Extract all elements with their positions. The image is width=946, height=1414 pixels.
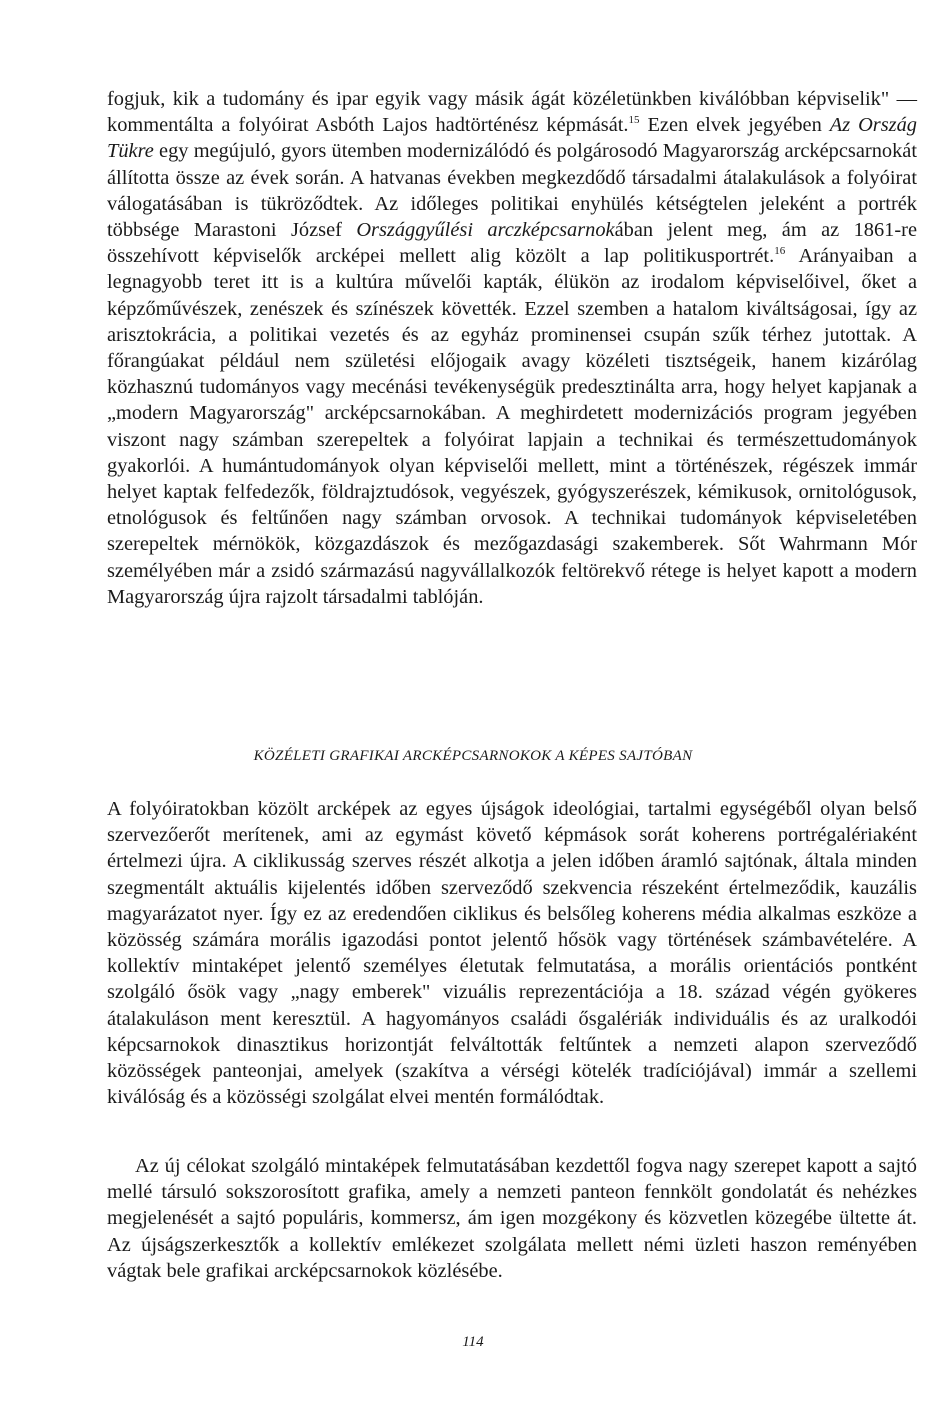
journal-title-italic: Az Ország Tükre	[107, 114, 917, 163]
gallery-title-italic: Országgyűlési arczképcsarnok	[356, 219, 615, 242]
body-paragraph-3	[107, 1153, 917, 1284]
page-number: 114	[462, 1334, 484, 1350]
paragraph-1-segment-3: egy megújuló, gyors ütemben modernizálódó és polgárosodó Magyarország arcképcsarnokát állította össze az évek során. A hatvanas években megkezdődő társadalmi átalakulások a folyóirat válogatásában is tükröződtek. Az időleges politikai enyhülés kétségtelen jeleként a portrék többsége Marastoni József	[107, 140, 917, 242]
body-paragraph-1	[107, 86, 917, 610]
footnote-ref-16: 16	[774, 245, 786, 258]
paragraph-1-segment-1: fogjuk, kik a tudomány és ipar egyik vagy másik ágát közéletünkben kiválóbban képviselik" — kommentálta a folyóirat Asbóth Lajos hadtörténész képmását.	[107, 88, 917, 137]
paragraph-3-text: Az új célokat szolgáló mintaképek felmutatásában kezdettől fogva nagy szerepet kapott a sajtó mellé társuló sokszorosított grafika, amely a nemzeti panteon fennkölt gondolatát és nehézkes megjelenését a sajtó populáris, kommersz, ám igen mozgékony és közvetlen közegébe ültette át. Az újságszerkesztők a kollektív emlékezet szolgálata mellett némi üzleti haszon reményében vágtak bele grafikai arcképcsarnokok közlésébe.	[107, 1155, 917, 1282]
paragraph-2-text: A folyóiratokban közölt arcképek az egyes újságok ideológiai, tartalmi egységéből olyan belső szervezőerőt merítenek, ami az egymást követő képmások sorát koherens portrégalériaként értelmezi újra. A ciklikusság szerves részét alkotja a jelen időben áramló sajtónak, általa minden szegmentált aktuális kijelentés időben szerveződő szekvencia részeként értelmeződik, kauzális magyarázatot nyer. Így ez az eredendően ciklikus és belsőleg koherens média alkalmas eszköze a közösség számára morális igazodási pontot jelentő hősök vagy történések számbavételére. A kollektív mintaképet jelentő személyes életutak felmutatása, a morális orientációs pontként szolgáló ősök vagy „nagy emberek" vizuális reprezentációja a 18. század végén gyökeres átalakuláson ment keresztül. A hagyományos családi ősgalériák individuális és az uralkodói képcsarnokok dinasztikus horizontját felváltották feltűntek a nemzeti alapon szerveződő közösségek panteonjai, amelyek (szakítva a vérségi kötelék tradíciójával) immár a szellemi kiválóság és a közösségi szolgálat elvei mentén formálódtak.	[107, 798, 917, 1109]
paragraph-1-text	[107, 86, 917, 610]
body-paragraph-2	[107, 796, 917, 1110]
paragraph-1-segment-4: ában jelent meg, ám az 1861-re összehívott képviselők arcképei mellett alig közölt a lap politikusportrét.	[107, 219, 917, 268]
footnote-ref-15: 15	[628, 114, 640, 127]
paragraph-1-segment-2: Ezen elvek jegyében	[639, 114, 830, 137]
section-heading: KÖZÉLETI GRAFIKAI ARCKÉPCSARNOKOK A KÉPES SAJTÓBAN	[253, 748, 693, 764]
paragraph-1-segment-5: Arányaiban a legnagyobb teret itt is a kultúra művelői kapták, élükön az irodalom képviselőivel, őket a képzőművészek, zenészek és színészek követték. Ezzel szemben a hatalom kiváltságosai, így az arisztokrácia, a politikai vezetés és az egyház prominensei csupán szűk térhez jutottak. A főrangúakat például nem születési előjogaik avagy közéleti tisztségeik, hanem kizárólag közhasznú tudományos vagy mecénási tevékenységük predesztinálta arra, hogy helyet kapjanak a „modern Magyarország" arcképcsarnokában. A meghirdetett modernizációs program jegyében viszont nagy számban szerepeltek a folyóirat lapjain a technikai és természettudományok gyakorlói. A humántudományok olyan képviselői mellett, mint a történészek, régészek immár helyet kaptak felfedezők, földrajztudósok, vegyészek, gyógyszerészek, kémikusok, ornitológusok, etnológusok és feltűnően nagy számban orvosok. A technikai tudományok képviseletében szerepeltek mérnökök, közgazdászok és mezőgazdasági szakemberek. Sőt Wahrmann Mór személyében már a zsidó származású nagyvállalkozók feltörekvő rétege is helyet kapott a modern Magyarország újra rajzolt társadalmi tablóján.	[107, 245, 917, 608]
